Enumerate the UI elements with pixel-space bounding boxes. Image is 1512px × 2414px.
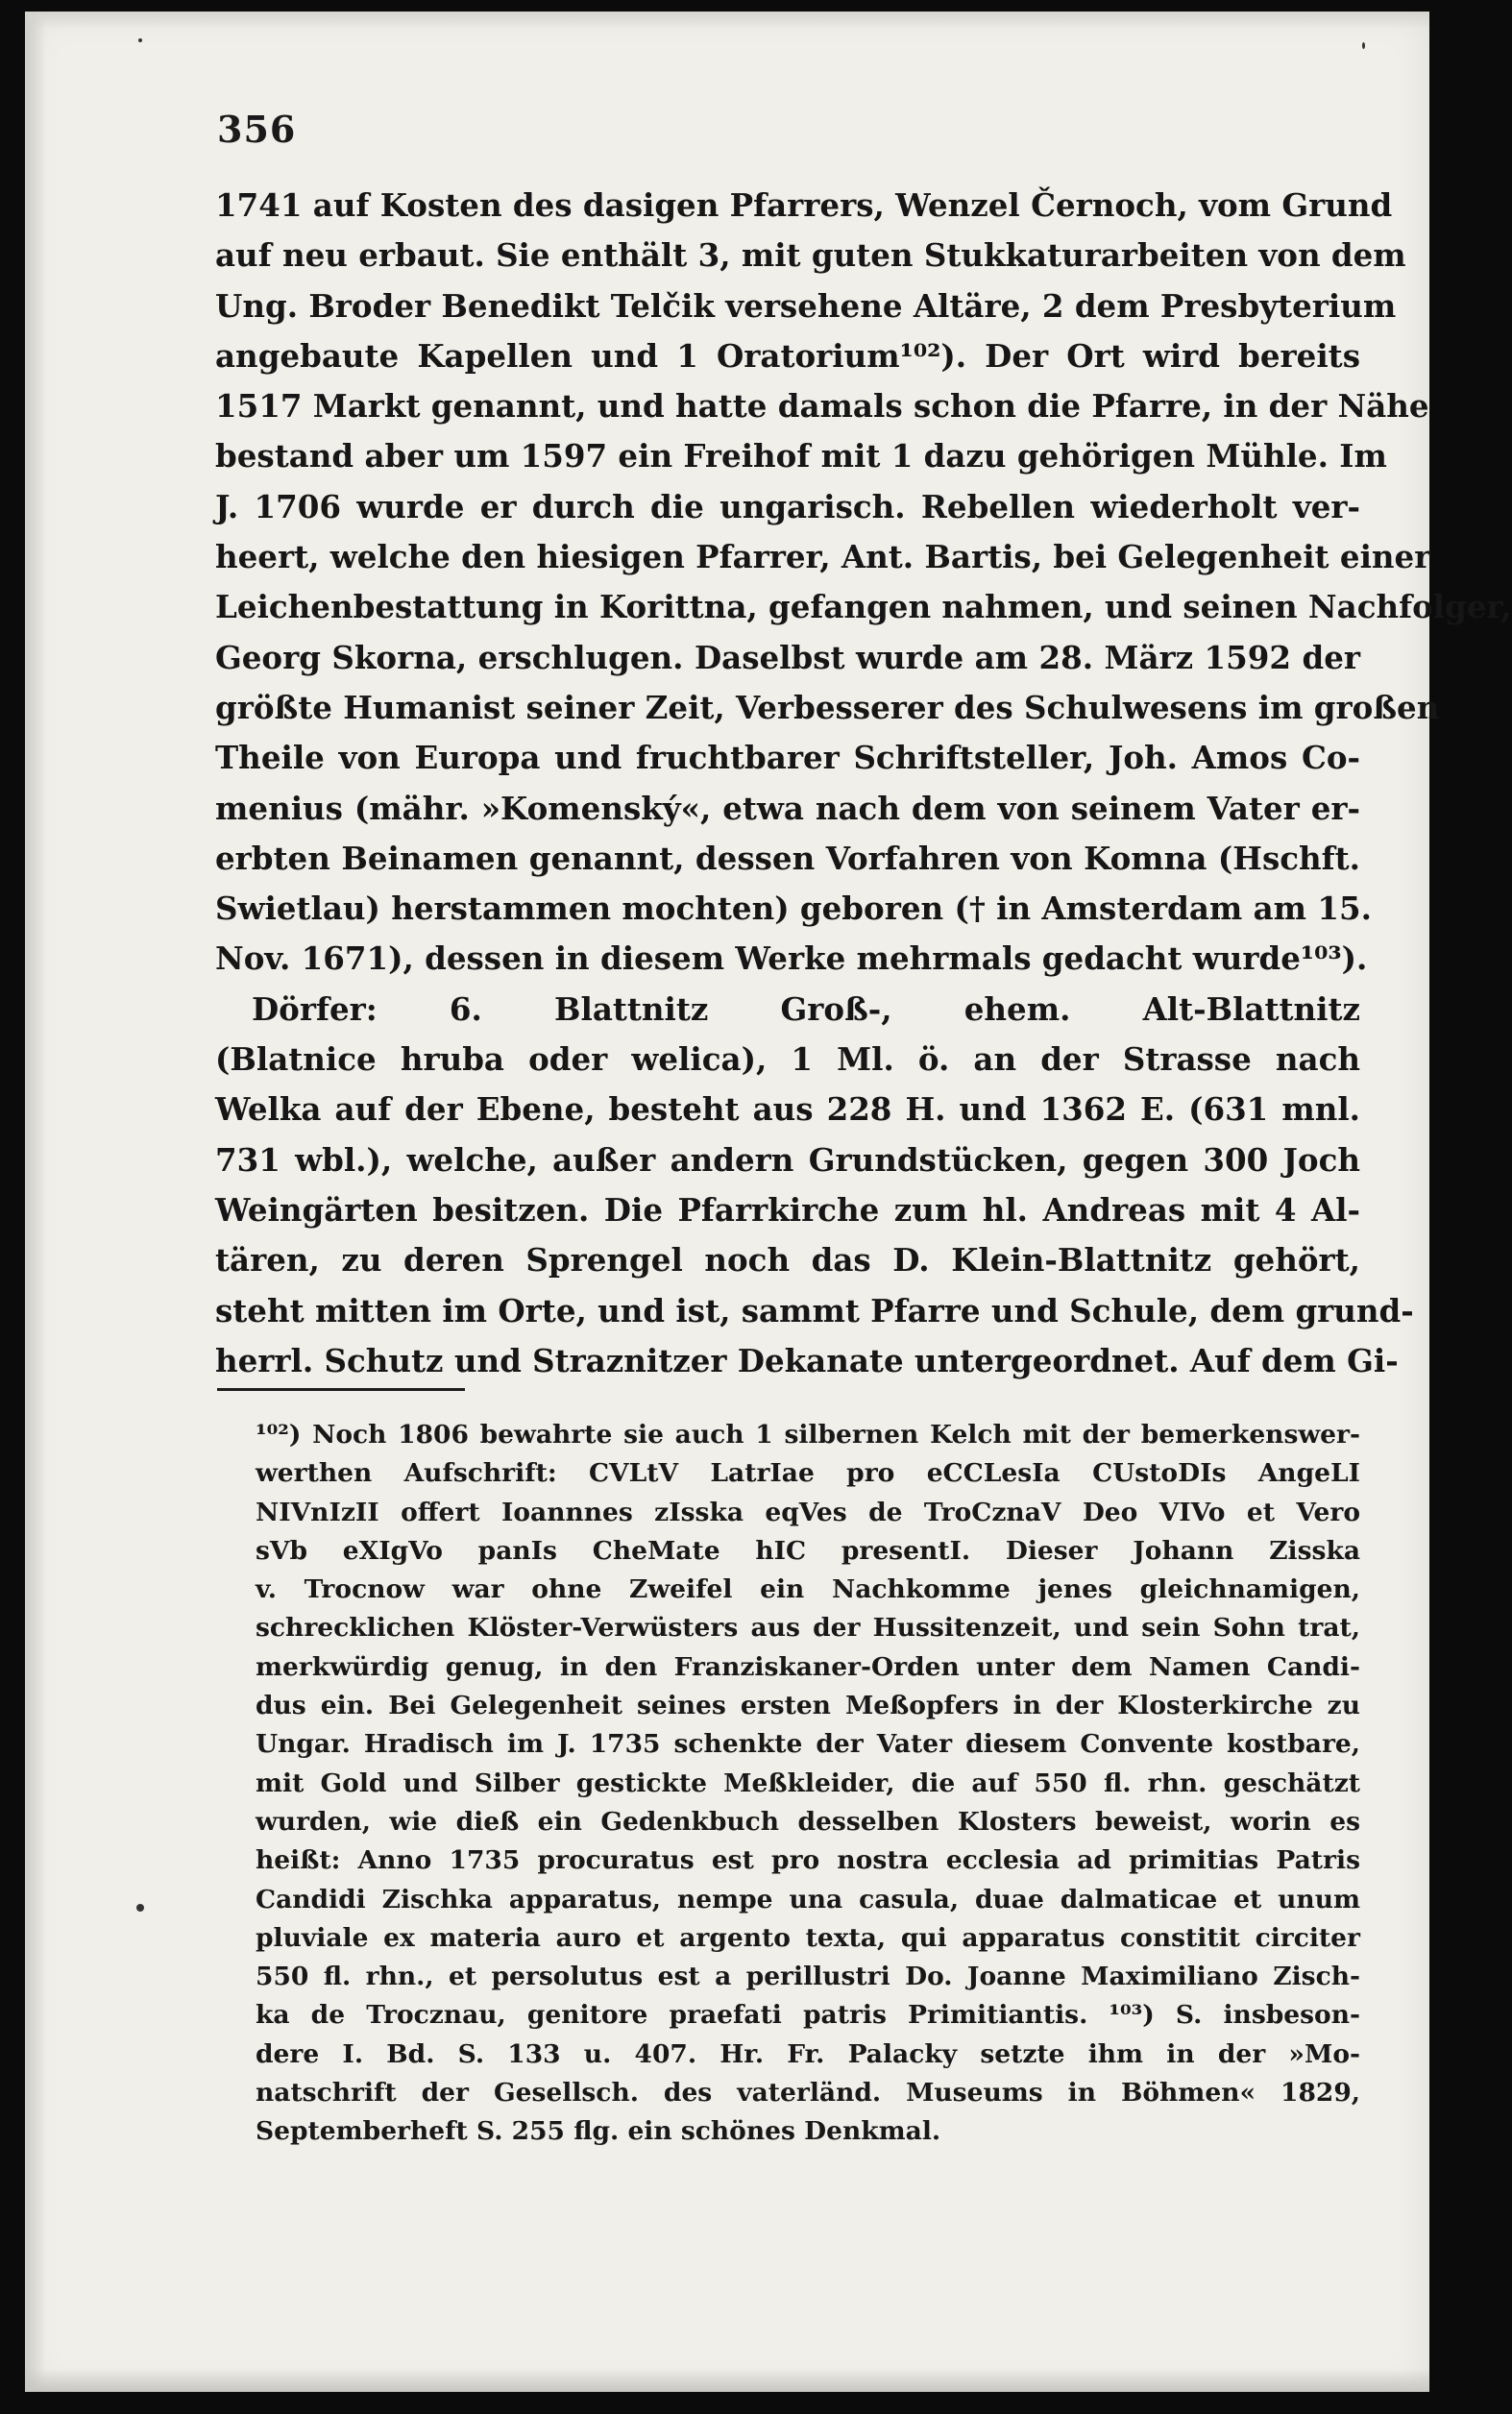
footnote-line: Septemberheft S. 255 flg. ein schönes Denkmal. bbox=[256, 2116, 941, 2147]
body-line: 1741 auf Kosten des dasigen Pfarrers, Wenzel Černoch, vom Grund bbox=[215, 186, 1393, 224]
body-line: tären, zu deren Sprengel noch das D. Klein-Blattnitz gehört, bbox=[215, 1241, 1360, 1280]
body-line: erbten Beinamen genannt, dessen Vorfahren von Komna (Hschft. bbox=[215, 839, 1360, 877]
body-line: herrl. Schutz und Straznitzer Dekanate untergeordnet. Auf dem Gi- bbox=[215, 1341, 1399, 1379]
body-line: menius (mähr. »Komenský«, etwa nach dem von seinem Vater er- bbox=[215, 789, 1360, 827]
scanned-book-page bbox=[25, 12, 1512, 2392]
footnote-line: NIVnIzII offert Ioannnes zIsska eqVes de TroCznaV Deo VIVo et Vero bbox=[256, 1497, 1360, 1527]
footnote-line: v. Trocnow war ohne Zweifel ein Nachkomme jenes gleichnamigen, bbox=[256, 1574, 1360, 1605]
main-text-block bbox=[215, 181, 1512, 1386]
body-line: Welka auf der Ebene, besteht aus 228 H. und 1362 E. (631 mnl. bbox=[215, 1090, 1360, 1129]
page-number: 356 bbox=[217, 108, 297, 151]
body-line: Nov. 1671), dessen in diesem Werke mehrmals gedacht wurde¹⁰³). bbox=[215, 939, 1368, 978]
scan-speck bbox=[138, 38, 142, 42]
footnote-line: 550 fl. rhn., et persolutus est a perillustri Do. Joanne Maximiliano Zisch- bbox=[256, 1962, 1360, 1992]
body-line-paragraph-start: Dörfer: 6. Blattnitz Groß-, ehem. Alt-Blattnitz bbox=[252, 989, 1360, 1028]
footnote-line: heißt: Anno 1735 procuratus est pro nostra ecclesia ad primitias Patris bbox=[256, 1845, 1360, 1876]
body-line: angebaute Kapellen und 1 Oratorium¹⁰²). Der Ort wird bereits bbox=[215, 336, 1360, 375]
body-line: (Blatnice hruba oder welica), 1 Ml. ö. an der Strasse nach bbox=[215, 1040, 1360, 1079]
page-bottom-shadow bbox=[25, 2369, 1429, 2392]
body-line: steht mitten im Orte, und ist, sammt Pfarre und Schule, dem grund- bbox=[215, 1291, 1414, 1329]
footnotes-block bbox=[256, 1416, 1360, 2152]
body-line: Georg Skorna, erschlugen. Daselbst wurde am 28. März 1592 der bbox=[215, 638, 1360, 676]
scan-speck bbox=[136, 1904, 144, 1912]
footnote-separator-rule bbox=[217, 1388, 465, 1391]
footnote-line: wurden, wie dieß ein Gedenkbuch desselben Klosters beweist, worin es bbox=[256, 1806, 1360, 1837]
body-line: 1517 Markt genannt, und hatte damals schon die Pfarre, in der Nähe bbox=[215, 387, 1429, 426]
body-line: Leichenbestattung in Korittna, gefangen nahmen, und seinen Nachfolger, bbox=[215, 588, 1512, 626]
page-top-shadow bbox=[25, 12, 1429, 29]
footnote-line: natschrift der Gesellsch. des vaterländ. Museums in Böhmen« 1829, bbox=[256, 2078, 1360, 2109]
body-line: heert, welche den hiesigen Pfarrer, Ant. Bartis, bei Gelegenheit einer bbox=[215, 538, 1431, 576]
body-line: größte Humanist seiner Zeit, Verbesserer des Schulwesens im großen bbox=[215, 688, 1440, 726]
body-line: J. 1706 wurde er durch die ungarisch. Rebellen wiederholt ver- bbox=[215, 487, 1360, 525]
body-line: auf neu erbaut. Sie enthält 3, mit guten Stukkaturarbeiten von dem bbox=[215, 236, 1406, 275]
footnote-line: dus ein. Bei Gelegenheit seines ersten Meßopfers in der Klosterkirche zu bbox=[256, 1691, 1360, 1721]
body-line: bestand aber um 1597 ein Freihof mit 1 dazu gehörigen Mühle. Im bbox=[215, 437, 1387, 475]
scan-speck bbox=[1362, 42, 1365, 49]
footnote-line: dere I. Bd. S. 133 u. 407. Hr. Fr. Palacky setzte ihm in der »Mo- bbox=[256, 2038, 1360, 2069]
footnote-line: Candidi Zischka apparatus, nempe una casula, duae dalmaticae et unum bbox=[256, 1884, 1360, 1914]
footnote-line: ¹⁰²) Noch 1806 bewahrte sie auch 1 silbernen Kelch mit der bemerkenswer- bbox=[256, 1420, 1360, 1450]
footnote-line: ka de Trocznau, genitore praefati patris Primitiantis. ¹⁰³) S. insbeson- bbox=[256, 2000, 1360, 2031]
footnote-line: sVb eXIgVo panIs CheMate hIC presentI. Dieser Johann Zisska bbox=[256, 1535, 1360, 1566]
page-gutter-shadow bbox=[25, 12, 46, 2392]
footnote-line: merkwürdig genug, in den Franziskaner-Orden unter dem Namen Candi- bbox=[256, 1651, 1360, 1682]
body-line: Ung. Broder Benedikt Telčik versehene Altäre, 2 dem Presbyterium bbox=[215, 286, 1397, 325]
body-line: Theile von Europa und fruchtbarer Schriftsteller, Joh. Amos Co- bbox=[215, 739, 1360, 777]
body-line: 731 wbl.), welche, außer andern Grundstücken, gegen 300 Joch bbox=[215, 1140, 1360, 1179]
footnote-line: schrecklichen Klöster-Verwüsters aus der Hussitenzeit, und sein Sohn trat, bbox=[256, 1613, 1360, 1644]
footnote-line: pluviale ex materia auro et argento texta, qui apparatus constitit circiter bbox=[256, 1922, 1360, 1953]
footnote-line: mit Gold und Silber gestickte Meßkleider, die auf 550 fl. rhn. geschätzt bbox=[256, 1768, 1360, 1798]
footnote-line: Ungar. Hradisch im J. 1735 schenkte der Vater diesem Convente kostbare, bbox=[256, 1729, 1360, 1760]
body-line: Weingärten besitzen. Die Pfarrkirche zum hl. Andreas mit 4 Al- bbox=[215, 1190, 1360, 1229]
body-line: Swietlau) herstammen mochten) geboren († in Amsterdam am 15. bbox=[215, 890, 1372, 928]
footnote-line: werthen Aufschrift: CVLtV LatrIae pro eCCLesIa CUstoDIs AngeLI bbox=[256, 1458, 1360, 1489]
